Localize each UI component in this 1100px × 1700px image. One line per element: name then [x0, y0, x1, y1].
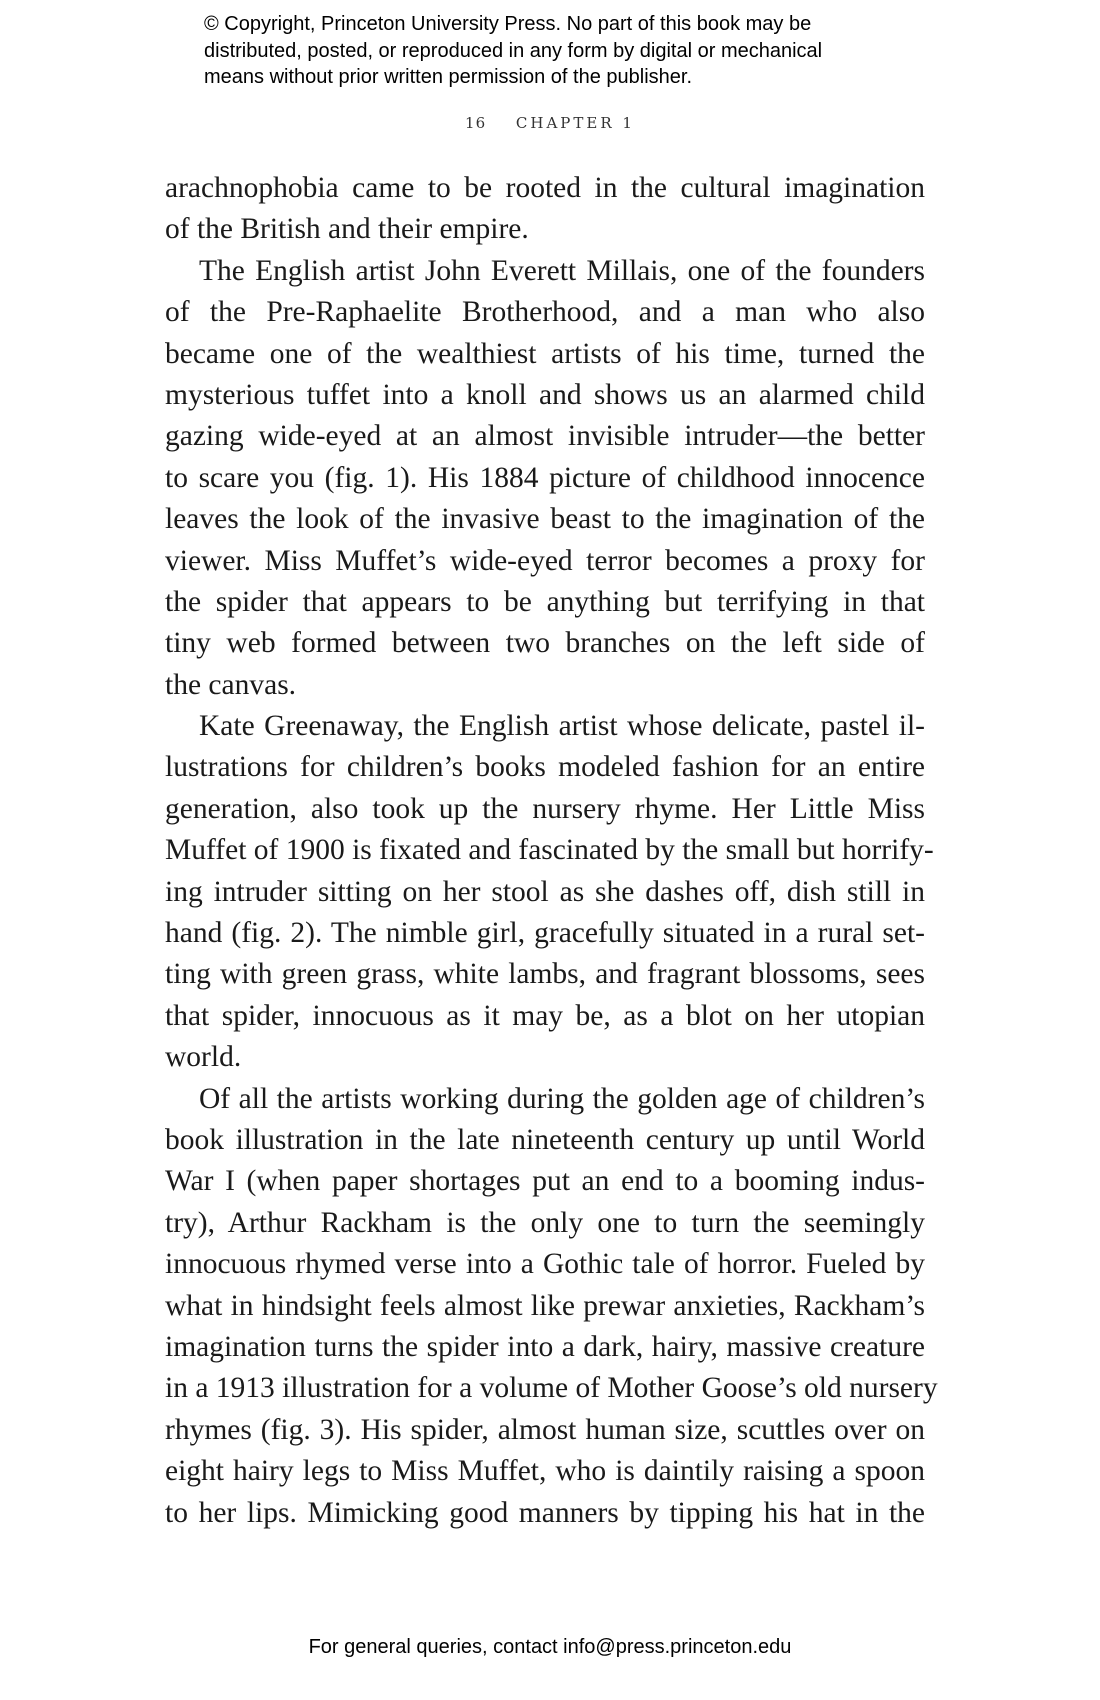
text-line: hand (fig. 2). The nimble girl, gracefully situated in a rural set- — [165, 917, 925, 950]
text-line: mysterious tuffet into a knoll and shows us an alarmed child — [165, 378, 925, 411]
text-line: lustrations for children’s books modeled fashion for an entire — [165, 751, 925, 784]
page-number: 16 — [465, 114, 487, 132]
copyright-line: distributed, posted, or reproduced in any form by digital or mechanical — [204, 39, 823, 62]
text-line: innocuous rhymed verse into a Gothic tale of horror. Fueled by — [165, 1248, 925, 1281]
text-line: ing intruder sitting on her stool as she dashes off, dish still in — [165, 875, 925, 908]
text-line: War I (when paper shortages put an end to a booming indus- — [165, 1165, 925, 1198]
text-line: tiny web formed between two branches on the left side of — [165, 627, 925, 660]
text-line: world. — [165, 1041, 242, 1074]
text-line: Muffet of 1900 is fixated and fascinated by the small but horrify- — [165, 834, 934, 867]
text-line: in a 1913 illustration for a volume of Mother Goose’s old nursery — [165, 1372, 938, 1405]
text-line: Kate Greenaway, the English artist whose delicate, pastel il- — [199, 710, 925, 743]
text-line: rhymes (fig. 3). His spider, almost human size, scuttles over on — [165, 1413, 925, 1446]
text-line: generation, also took up the nursery rhyme. Her Little Miss — [165, 792, 925, 825]
copyright-line: © Copyright, Princeton University Press. No part of this book may be — [204, 13, 812, 35]
text-line: became one of the wealthiest artists of his time, turned the — [165, 337, 925, 370]
text-line: the canvas. — [165, 668, 297, 701]
text-line: viewer. Miss Muffet’s wide-eyed terror becomes a proxy for — [165, 544, 925, 577]
chapter-title: CHAPTER 1 — [515, 114, 635, 132]
text-line: The English artist John Everett Millais, one of the founders — [199, 254, 925, 287]
text-line: imagination turns the spider into a dark, hairy, massive creature — [165, 1330, 925, 1363]
text-line: of the British and their empire. — [165, 213, 529, 246]
footer-contact: For general queries, contact info@press.princeton.edu — [308, 1636, 792, 1658]
text-line: arachnophobia came to be rooted in the cultural imagination — [165, 172, 925, 204]
text-line: leaves the look of the invasive beast to the imagination of the — [165, 503, 925, 536]
text-line: book illustration in the late nineteenth century up until World — [165, 1123, 925, 1156]
text-line: to her lips. Mimicking good manners by tipping his hat in the — [165, 1496, 925, 1529]
text-line: what in hindsight feels almost like prewar anxieties, Rackham’s — [165, 1289, 925, 1322]
copyright-line: means without prior written permission of the publisher. — [204, 66, 693, 88]
running-head — [0, 114, 1100, 132]
text-line: the spider that appears to be anything but terrifying in that — [165, 585, 925, 618]
text-line: ting with green grass, white lambs, and fragrant blossoms, sees — [165, 958, 925, 991]
text-line: to scare you (fig. 1). His 1884 picture of childhood innocence — [165, 461, 925, 494]
body-text — [165, 168, 938, 1534]
text-line: gazing wide-eyed at an almost invisible intruder—the better — [165, 420, 925, 453]
text-line: Of all the artists working during the golden age of children’s — [199, 1082, 925, 1115]
text-line: try), Arthur Rackham is the only one to turn the seemingly — [165, 1206, 925, 1239]
text-line: of the Pre-Raphaelite Brotherhood, and a man who also — [165, 296, 925, 329]
text-line: eight hairy legs to Miss Muffet, who is daintily raising a spoon — [165, 1455, 925, 1488]
copyright-notice — [204, 11, 924, 91]
text-line: that spider, innocuous as it may be, as a blot on her utopian — [165, 999, 925, 1032]
